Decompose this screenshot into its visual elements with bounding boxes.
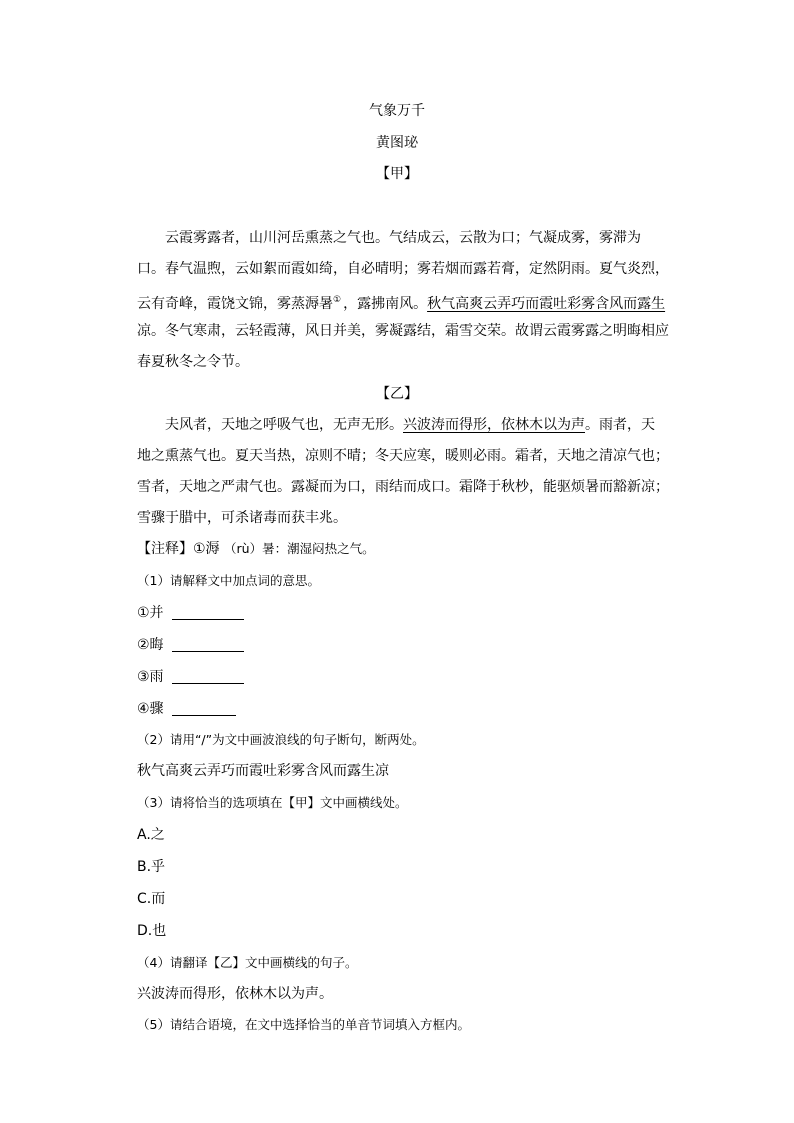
section-a-label: 【甲】 — [376, 166, 418, 182]
section-a-line — [137, 290, 665, 314]
question-2-text: 秋气高爽云弄巧而霞吐彩雾含风而露生凉 — [137, 763, 389, 779]
section-b-label: 【乙】 — [376, 386, 418, 402]
option-c[interactable]: C.而 — [137, 891, 166, 907]
answer-blank[interactable] — [172, 605, 244, 620]
question-1-item — [137, 635, 244, 655]
answer-blank[interactable] — [172, 701, 236, 716]
underlined-sentence: 兴波涛而得形，依林木以为声 — [403, 417, 585, 433]
question-1-item — [137, 699, 236, 719]
item-label: ③雨 — [137, 669, 164, 685]
article-author: 黄图珌 — [376, 135, 418, 151]
option-a[interactable]: A.之 — [137, 827, 165, 843]
section-b-text: 。雨者，天 — [585, 417, 655, 433]
article-title: 气象万千 — [369, 103, 425, 119]
question-1-item — [137, 603, 244, 623]
section-a-text: 云有奇峰，霞饶文锦，雾蒸溽暑 — [137, 296, 333, 312]
annotation — [137, 539, 375, 559]
question-2: （2）请用“/”为文中画波浪线的句子断句，断两处。 — [137, 732, 425, 747]
item-label: ④骤 — [137, 701, 164, 717]
question-3: （3）请将恰当的选项填在【甲】文中画横线处。 — [137, 795, 408, 810]
section-a-line: 春夏秋冬之令节。 — [137, 354, 249, 370]
question-1: （1）请解释文中加点词的意思。 — [137, 573, 320, 588]
annotation-label: 【注释】①溽 — [137, 541, 220, 557]
item-label: ②晦 — [137, 637, 164, 653]
question-4-text: 兴波涛而得形，依林木以为声。 — [137, 986, 333, 1002]
item-label: ①并 — [137, 605, 164, 621]
section-b-text: 夫风者，天地之呼吸气也，无声无形。 — [165, 417, 403, 433]
section-a-line: 云霞雾露者，山川河岳熏蒸之气也。气结成云，云散为口；气凝成雾，雾滞为 — [165, 230, 641, 246]
answer-blank[interactable] — [172, 669, 244, 684]
answer-blank[interactable] — [172, 637, 244, 652]
section-b-line: 地之熏蒸气也。夏天当热，凉则不晴；冬天应寒，暖则必雨。霜者，天地之清凉气也； — [137, 448, 669, 464]
question-4: （4）请翻译【乙】文中画横线的句子。 — [137, 955, 358, 970]
section-b-line — [137, 415, 655, 435]
section-b-line: 雪骤于腊中，可杀诸毒而获丰兆。 — [137, 510, 347, 526]
option-b[interactable]: B.乎 — [137, 859, 166, 875]
annotation-text: （rù）暑：潮湿闷热之气。 — [224, 541, 375, 556]
question-5: （5）请结合语境，在文中选择恰当的单音节词填入方框内。 — [137, 1017, 470, 1032]
question-1-item — [137, 667, 244, 687]
section-b-line: 雪者，天地之严肃气也。露凝而为口，雨结而成口。霜降于秋杪，能驱烦暑而豁新凉； — [137, 479, 669, 495]
section-a-line: 口。春气温煦，云如絮而霞如绮，自必晴明；雾若烟而露若膏，定然阴雨。夏气炎烈， — [137, 261, 669, 277]
option-d[interactable]: D.也 — [137, 923, 167, 939]
section-a-text: ，露拂南风。 — [343, 296, 428, 312]
section-a-line: 凉。冬气寒肃，云轻霞薄，风日并美，雾凝露结，霜雪交荣。故谓云霞雾露之明晦相应 — [137, 323, 669, 339]
footnote-marker: ① — [333, 295, 342, 305]
wavy-underlined-sentence: 秋气高爽云弄巧而霞吐彩雾含风而露生 — [427, 296, 666, 312]
